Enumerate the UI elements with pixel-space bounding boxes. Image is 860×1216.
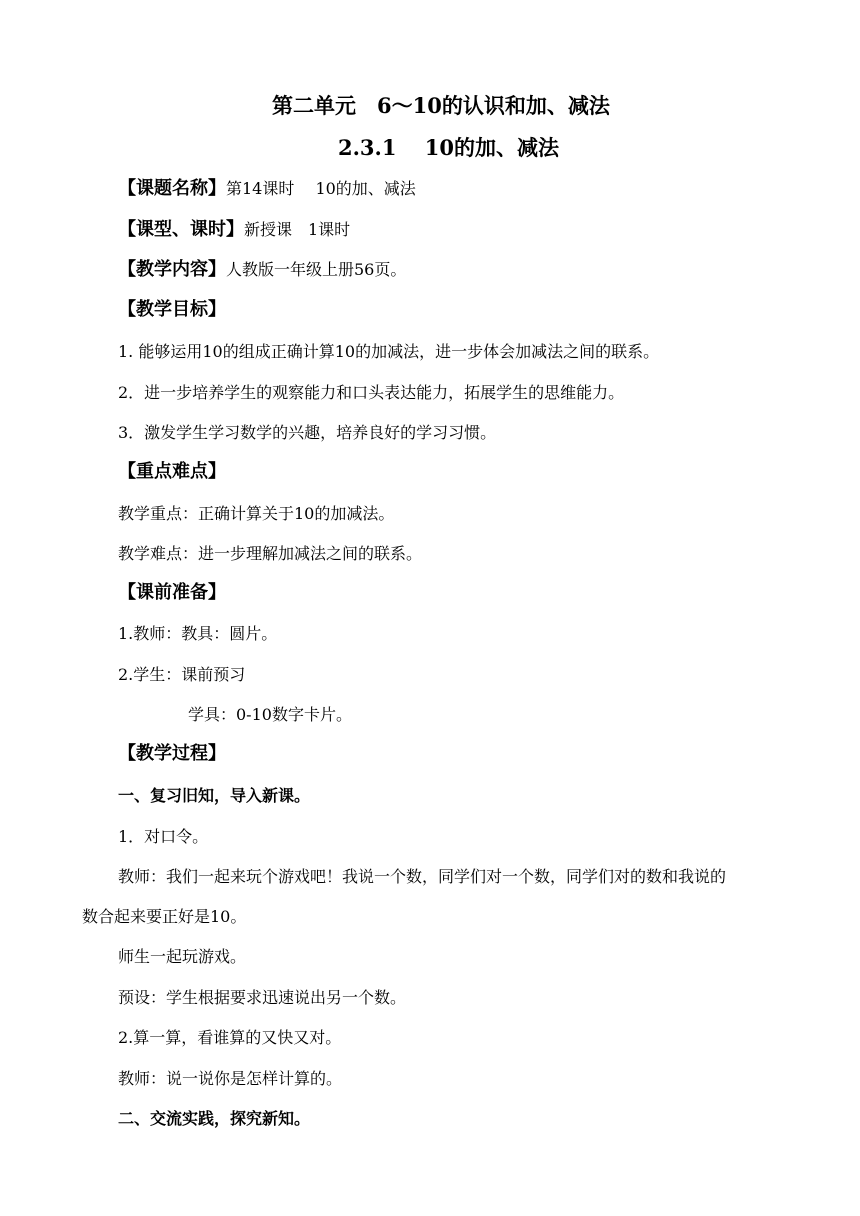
preparation-student-tools: 学具：0-10数字卡片。: [188, 705, 352, 724]
preparation-heading: 【课前准备】: [118, 582, 226, 603]
content-label: 【教学内容】: [118, 259, 226, 280]
lesson-type-row: [118, 219, 350, 241]
preset-line: 预设：学生根据要求迅速说出另一个数。: [118, 988, 407, 1007]
teacher-line-2: 数合起来要正好是10。: [82, 907, 247, 926]
process-heading: 【教学过程】: [118, 743, 226, 764]
lesson-name-label: 【课题名称】: [118, 178, 226, 199]
teacher-line-3: 教师：说一说你是怎样计算的。: [118, 1069, 343, 1088]
preparation-student: 2.学生：课前预习: [118, 665, 246, 684]
lesson-type-value: 新授课 1课时: [244, 220, 351, 239]
key-difficulty: 教学难点：进一步理解加减法之间的联系。: [118, 544, 423, 563]
lesson-title: 2.3.1 10的加、减法: [338, 135, 559, 160]
preparation-teacher: 1.教师：教具：圆片。: [118, 624, 278, 643]
content-row: [118, 259, 406, 281]
process-item-2: 2.算一算，看谁算的又快又对。: [118, 1028, 342, 1047]
objective-item-2: 2．进一步培养学生的观察能力和口头表达能力，拓展学生的思维能力。: [118, 383, 625, 402]
lesson-type-label: 【课型、课时】: [118, 219, 244, 240]
unit-title: 第二单元 6～10的认识和加、减法: [272, 93, 610, 118]
objectives-heading: 【教学目标】: [118, 299, 226, 320]
process-item-1: 1．对口令。: [118, 827, 209, 846]
key-points-heading: 【重点难点】: [118, 461, 226, 482]
lesson-name-row: [118, 178, 416, 200]
process-section-1: 一、复习旧知，导入新课。: [118, 786, 311, 805]
content-value: 人教版一年级上册56页。: [226, 260, 407, 279]
lesson-name-value: 第14课时 10的加、减法: [226, 179, 416, 198]
objective-item-3: 3．激发学生学习数学的兴趣，培养良好的学习习惯。: [118, 423, 497, 442]
play-line: 师生一起玩游戏。: [118, 947, 247, 966]
process-section-2: 二、交流实践，探究新知。: [118, 1109, 311, 1128]
objective-item-1: 1. 能够运用10的组成正确计算10的加减法，进一步体会加减法之间的联系。: [118, 342, 660, 361]
key-focus: 教学重点：正确计算关于10的加减法。: [118, 504, 395, 523]
teacher-line-1: 教师：我们一起来玩个游戏吧！我说一个数，同学们对一个数，同学们对的数和我说的: [118, 867, 727, 886]
